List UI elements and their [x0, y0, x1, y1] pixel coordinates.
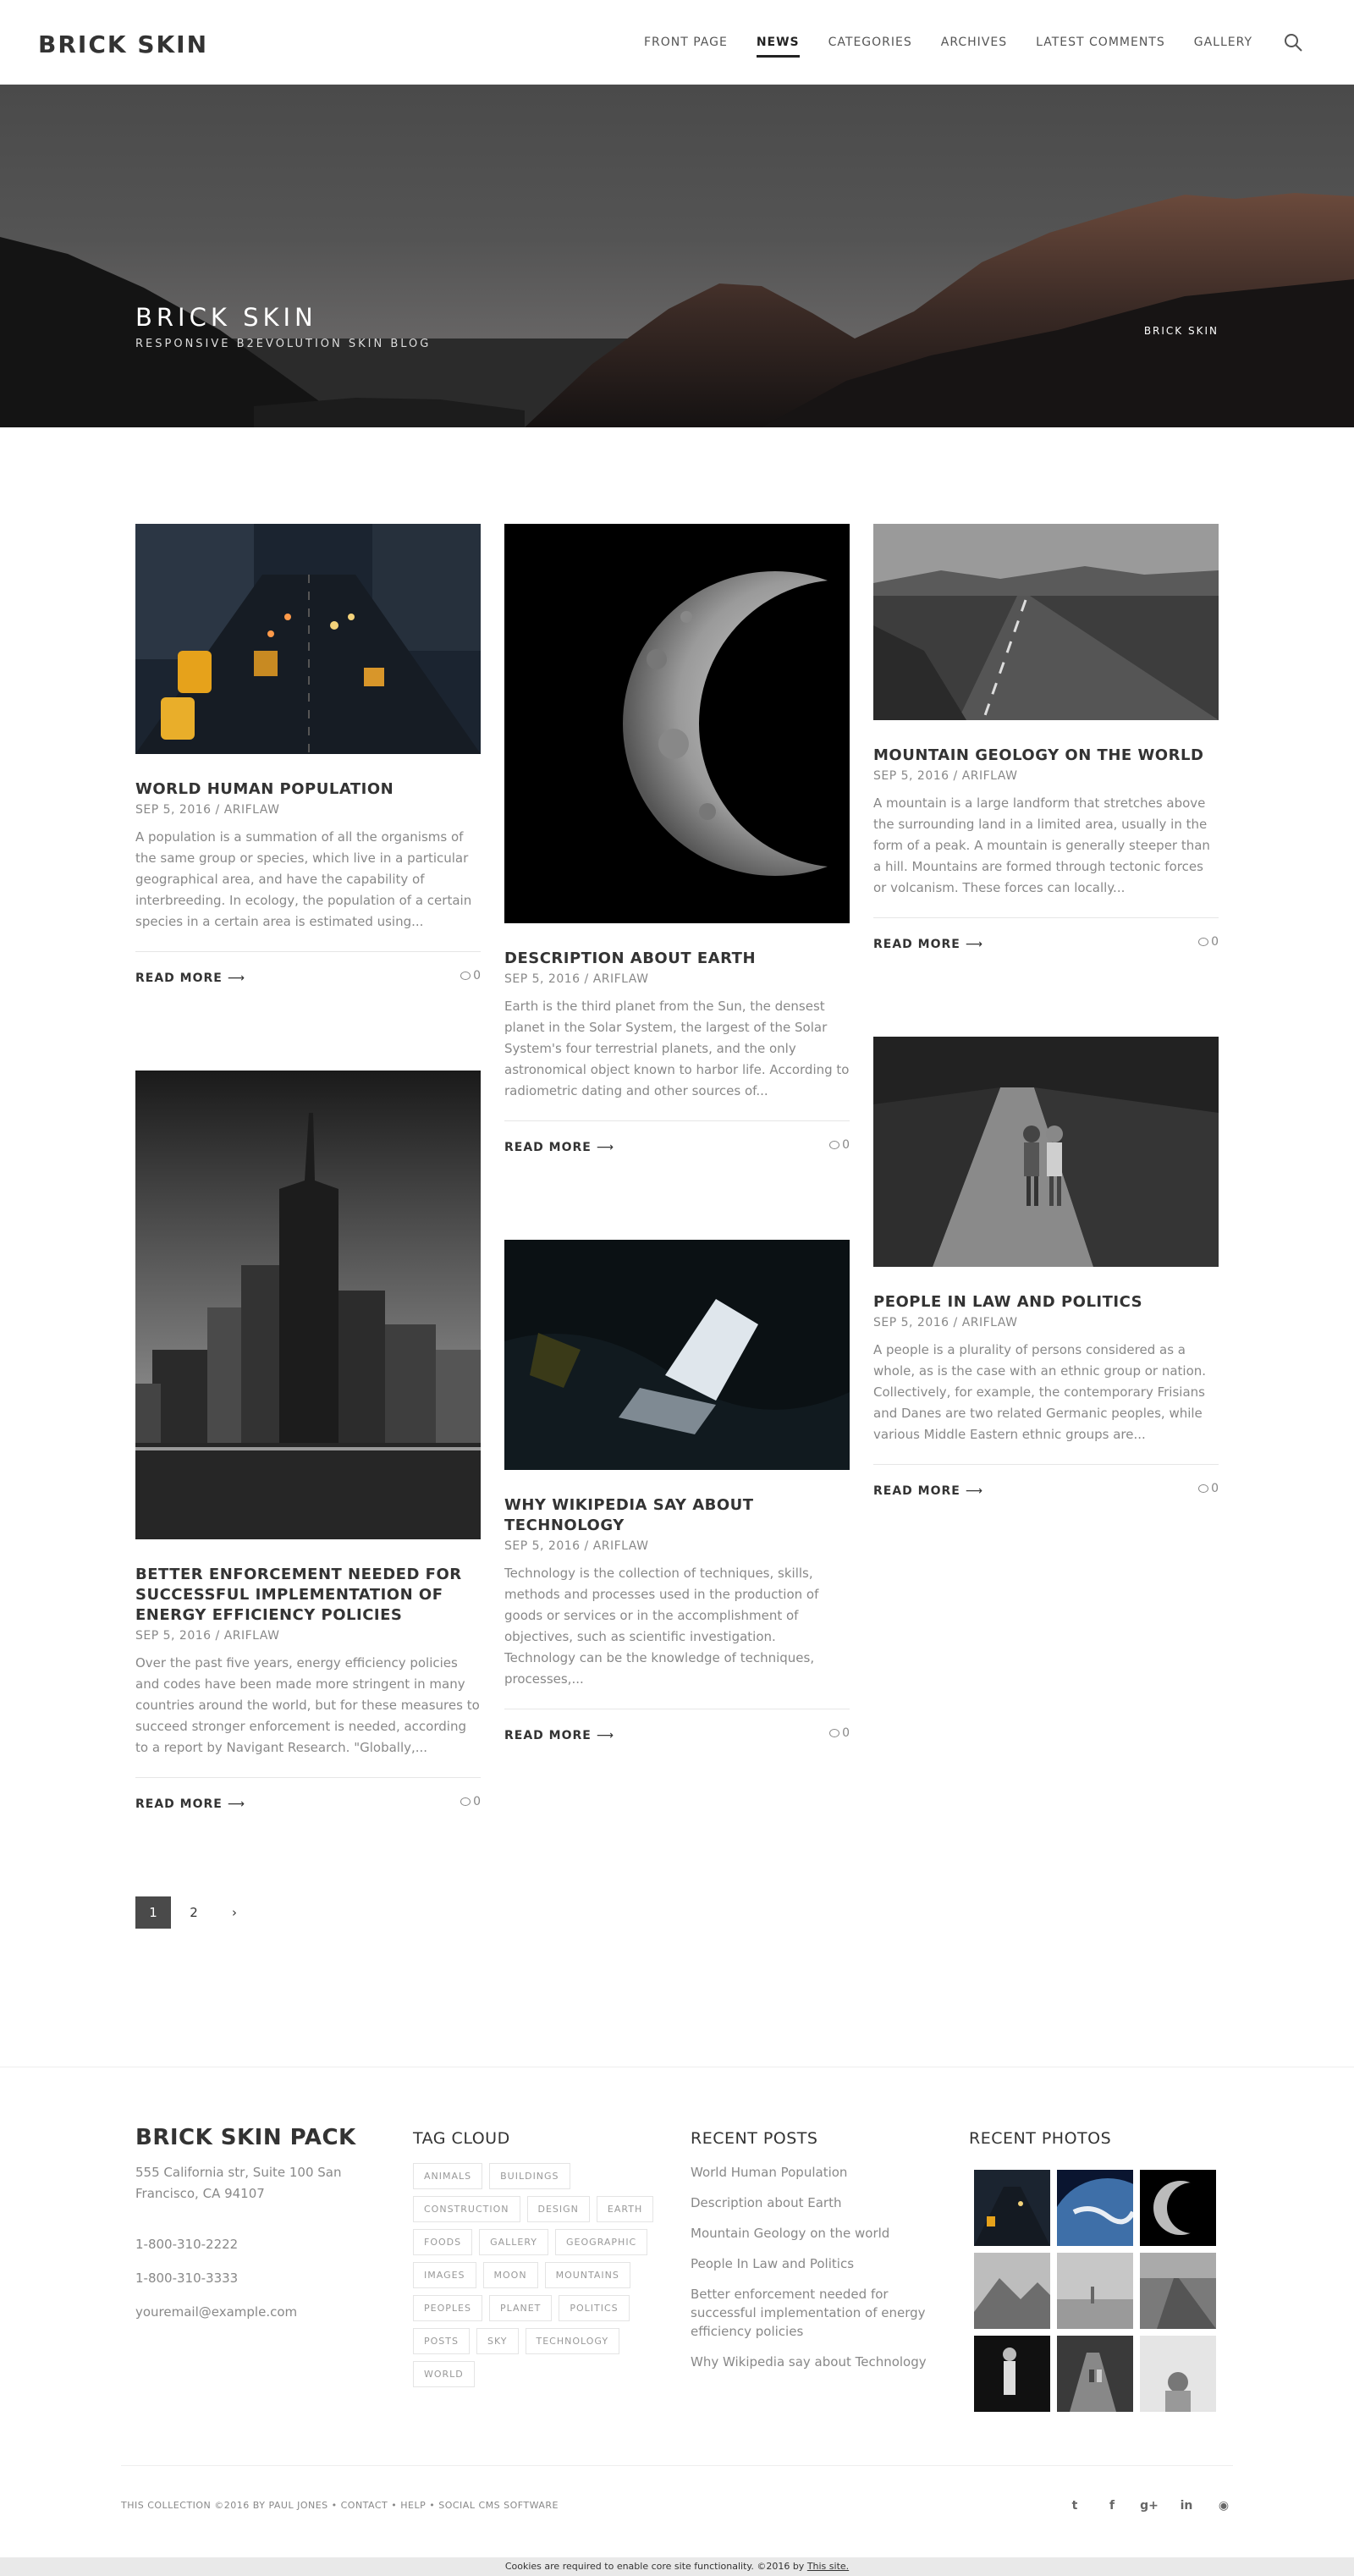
nav-latest-comments[interactable]: LATEST COMMENTS [1036, 36, 1165, 49]
nav-categories[interactable]: CATEGORIES [828, 36, 912, 49]
comment-count[interactable]: 0 [460, 969, 481, 983]
arrow-right-icon: ⟶ [596, 1141, 614, 1154]
post-card [135, 524, 481, 995]
site-logo[interactable]: BRICK SKIN [38, 30, 209, 58]
post-meta: SEP 5, 2016 / ARIFLAW [504, 1539, 649, 1553]
post-date: SEP 5, 2016 [504, 1539, 581, 1553]
arrow-right-icon: ⟶ [227, 972, 245, 985]
tag-item[interactable]: DESIGN [527, 2196, 590, 2222]
post-excerpt: Technology is the collection of techniques, skills, methods and processes used in the production of goods or services or in the accomplishment of objectives, such as scientific investigation. Technology can be the knowledge of techniques, processes,... [504, 1566, 819, 1687]
copyright-text[interactable]: THIS COLLECTION ©2016 BY PAUL JONES • CONTACT • HELP • SOCIAL CMS SOFTWARE [121, 2500, 559, 2511]
recent-post-link[interactable]: Why Wikipedia say about Technology [691, 2354, 927, 2370]
comment-count[interactable]: 0 [1198, 1482, 1219, 1495]
nav-gallery[interactable]: GALLERY [1193, 36, 1252, 49]
post-excerpt: A people is a plurality of persons considered as a whole, as is the case with an ethnic group or nation. Collectively, for example, the contemporary Frisians and Danes are two related Germanic peoples, while various Middle Eastern ethnic groups are... [873, 1342, 1207, 1442]
tag-item[interactable]: IMAGES [413, 2262, 476, 2288]
recent-post-link[interactable]: World Human Population [691, 2165, 848, 2180]
cookie-site-link[interactable]: This site. [806, 2561, 850, 2572]
recent-posts-list [691, 2163, 936, 2371]
post-card [504, 1240, 850, 1753]
post-date: SEP 5, 2016 [873, 769, 949, 783]
post-card [504, 524, 850, 1164]
post-excerpt: Earth is the third planet from the Sun, the densest planet in the Solar System, the largest of the Solar System's four terrestrial planets, and the only astronomical object known to harbor life. According to radiometric dating and other sources of... [504, 999, 850, 1098]
read-more-link[interactable]: READ MORE ⟶ [504, 1141, 614, 1154]
recent-post-link[interactable]: People In Law and Politics [691, 2256, 855, 2271]
tag-item[interactable]: SKY [476, 2328, 519, 2354]
post-date: SEP 5, 2016 [135, 803, 212, 817]
post-author[interactable]: ARIFLAW [223, 803, 280, 817]
post-title[interactable]: DESCRIPTION ABOUT EARTH [504, 949, 757, 967]
photo-thumb-earth[interactable] [1057, 2170, 1133, 2246]
post-footer [135, 951, 481, 995]
tag-item[interactable]: MOUNTAINS [545, 2262, 630, 2288]
pagination [135, 1896, 257, 1929]
hero-title: BRICK SKIN [135, 303, 317, 332]
post-date: SEP 5, 2016 [873, 1316, 949, 1329]
post-image-city-traffic[interactable] [135, 524, 481, 754]
footer-email[interactable]: youremail@example.com [135, 2304, 298, 2320]
tag-item[interactable]: GEOGRAPHIC [555, 2229, 647, 2255]
tag-cloud-heading: TAG CLOUD [413, 2129, 510, 2148]
read-more-link[interactable]: READ MORE ⟶ [873, 938, 983, 951]
comment-count[interactable]: 0 [460, 1795, 481, 1808]
site-footer [0, 2067, 1354, 2540]
main-nav [615, 0, 1303, 85]
mountain-landscape-image [0, 85, 1354, 427]
site-header [0, 0, 1354, 85]
post-image-laptop[interactable] [504, 1240, 850, 1470]
tag-item[interactable]: CONSTRUCTION [413, 2196, 520, 2222]
comment-icon [460, 972, 471, 980]
page-1-button[interactable]: 1 [135, 1896, 171, 1929]
tag-item[interactable]: MOON [483, 2262, 538, 2288]
linkedin-icon[interactable]: in [1180, 2499, 1193, 2513]
tag-item[interactable]: POLITICS [559, 2295, 629, 2321]
tag-item[interactable]: EARTH [597, 2196, 653, 2222]
photo-thumb-fog[interactable] [1057, 2253, 1133, 2329]
next-page-button[interactable]: › [232, 1905, 237, 1920]
post-footer [873, 917, 1219, 961]
read-more-link[interactable]: READ MORE ⟶ [135, 972, 245, 985]
facebook-icon[interactable]: f [1109, 2499, 1115, 2513]
footer-phone-1[interactable]: 1-800-310-2222 [135, 2237, 239, 2252]
post-title[interactable]: PEOPLE IN LAW AND POLITICS [873, 1293, 1143, 1311]
cookie-notice [0, 2557, 1354, 2576]
photo-thumb-road[interactable] [1140, 2253, 1216, 2329]
tag-item[interactable]: GALLERY [479, 2229, 548, 2255]
post-footer [504, 1120, 850, 1164]
post-meta: SEP 5, 2016 / ARIFLAW [504, 972, 649, 986]
post-author[interactable]: ARIFLAW [592, 1539, 649, 1553]
recent-post-link[interactable]: Mountain Geology on the world [691, 2226, 890, 2241]
post-excerpt: A mountain is a large landform that stretches above the surrounding land in a limited area, usually in the form of a peak. A mountain is generally steeper than a hill. Mountains are formed through tectonic forces or volcanism. These forces can locally... [873, 795, 1210, 895]
post-title[interactable]: WORLD HUMAN POPULATION [135, 780, 394, 798]
post-author[interactable]: ARIFLAW [223, 1629, 280, 1643]
comment-icon [829, 1729, 839, 1737]
post-meta: SEP 5, 2016 / ARIFLAW [135, 803, 280, 817]
nav-front-page[interactable]: FRONT PAGE [643, 36, 728, 49]
comment-icon [460, 1797, 471, 1806]
tag-item[interactable]: BUILDINGS [489, 2163, 570, 2189]
post-date: SEP 5, 2016 [135, 1629, 212, 1643]
photo-thumb-city[interactable] [974, 2170, 1050, 2246]
post-meta: SEP 5, 2016 / ARIFLAW [135, 1629, 280, 1643]
arrow-right-icon: ⟶ [965, 1484, 983, 1498]
post-excerpt: Over the past five years, energy efficiency policies and codes have been made more stringent in many countries around the world, but for these measures to succeed stronger enforcement is needed, according to a report by Navigant Research. "Globally,... [135, 1655, 480, 1755]
footer-recent-photos [969, 2125, 1216, 2412]
hero-banner [0, 85, 1354, 427]
post-card [873, 524, 1219, 961]
post-image-skyline[interactable] [135, 1071, 481, 1539]
tag-item[interactable]: ANIMALS [413, 2163, 482, 2189]
tag-item[interactable]: WORLD [413, 2361, 475, 2387]
post-meta: SEP 5, 2016 / ARIFLAW [873, 1316, 1018, 1329]
comment-icon [1198, 1484, 1208, 1493]
post-image-moon[interactable] [504, 524, 850, 923]
footer-contact [135, 2125, 364, 2320]
nav-news[interactable]: NEWS [757, 30, 800, 54]
tag-list [413, 2163, 667, 2394]
tag-item[interactable]: PLANET [489, 2295, 552, 2321]
post-title[interactable]: WHY WIKIPEDIA SAY ABOUT TECHNOLOGY [504, 1496, 754, 1534]
read-more-link[interactable]: READ MORE ⟶ [873, 1484, 983, 1498]
post-author[interactable]: ARIFLAW [592, 972, 649, 986]
comment-icon [829, 1141, 839, 1149]
post-author[interactable]: ARIFLAW [961, 1316, 1018, 1329]
search-icon[interactable] [1283, 32, 1303, 52]
post-author[interactable]: ARIFLAW [961, 769, 1018, 783]
recent-photos-heading: RECENT PHOTOS [969, 2129, 1112, 2148]
comment-count[interactable]: 0 [829, 1726, 850, 1740]
page-2-button[interactable]: 2 [190, 1905, 198, 1920]
post-date: SEP 5, 2016 [504, 972, 581, 986]
footer-recent-posts [691, 2125, 936, 2383]
comment-count[interactable]: 0 [829, 1138, 850, 1152]
photo-thumb-moon[interactable] [1140, 2170, 1216, 2246]
arrow-right-icon: ⟶ [596, 1729, 614, 1742]
photo-thumb-children[interactable] [1057, 2336, 1133, 2412]
post-card [873, 1037, 1219, 1508]
photo-thumb-child[interactable] [1140, 2336, 1216, 2412]
tag-item[interactable]: POSTS [413, 2328, 470, 2354]
photo-thumb-guitar[interactable] [974, 2336, 1050, 2412]
post-title[interactable]: MOUNTAIN GEOLOGY ON THE WORLD [873, 746, 1204, 764]
recent-posts-heading: RECENT POSTS [691, 2129, 818, 2148]
photo-thumb-mountains[interactable] [974, 2253, 1050, 2329]
footer-tag-cloud [413, 2125, 667, 2394]
post-excerpt: A population is a summation of all the organisms of the same group or species, which live in a particular geographical area, and have the capability of interbreeding. In ecology, the population of a certain species in a certain area is estimated using... [135, 829, 472, 929]
post-title[interactable]: BETTER ENFORCEMENT NEEDED FOR SUCCESSFUL IMPLEMENTATION OF ENERGY EFFICIENCY POLICIES [135, 1566, 462, 1624]
recent-post-link[interactable]: Description about Earth [691, 2195, 842, 2210]
post-footer [873, 1464, 1219, 1508]
photo-grid [974, 2170, 1216, 2412]
comment-icon [1198, 938, 1208, 946]
post-footer [504, 1709, 850, 1753]
post-image-children-walking[interactable] [873, 1037, 1219, 1267]
recent-post-link[interactable]: Better enforcement needed for successful implementation of energy efficiency policies [691, 2287, 926, 2339]
post-image-road[interactable] [873, 524, 1219, 720]
hero-subtitle: RESPONSIVE B2EVOLUTION SKIN BLOG [135, 338, 432, 350]
footer-address: 555 California str, Suite 100 San Francisco, CA 94107 [135, 2165, 342, 2201]
comment-count[interactable]: 0 [1198, 935, 1219, 949]
post-meta: SEP 5, 2016 / ARIFLAW [873, 769, 1018, 783]
post-footer [135, 1777, 481, 1821]
twitter-icon[interactable]: t [1071, 2499, 1078, 2513]
breadcrumb[interactable]: BRICK SKIN [1143, 325, 1219, 337]
footer-brand: BRICK SKIN PACK [135, 2125, 356, 2150]
github-icon[interactable]: ◉ [1218, 2499, 1230, 2513]
read-more-link[interactable]: READ MORE ⟶ [504, 1729, 614, 1742]
nav-archives[interactable]: ARCHIVES [940, 36, 1008, 49]
footer-bottom-bar [121, 2465, 1233, 2524]
google-plus-icon[interactable]: g+ [1140, 2499, 1159, 2513]
post-card [135, 1071, 481, 1821]
social-links [1047, 2496, 1233, 2515]
tag-item[interactable]: TECHNOLOGY [526, 2328, 620, 2354]
arrow-right-icon: ⟶ [965, 938, 983, 951]
tag-item[interactable]: PEOPLES [413, 2295, 482, 2321]
read-more-link[interactable]: READ MORE ⟶ [135, 1797, 245, 1811]
tag-item[interactable]: FOODS [413, 2229, 472, 2255]
arrow-right-icon: ⟶ [227, 1797, 245, 1811]
footer-phone-2[interactable]: 1-800-310-3333 [135, 2271, 239, 2286]
cookie-text: Cookies are required to enable core site functionality. ©2016 by [504, 2561, 807, 2572]
